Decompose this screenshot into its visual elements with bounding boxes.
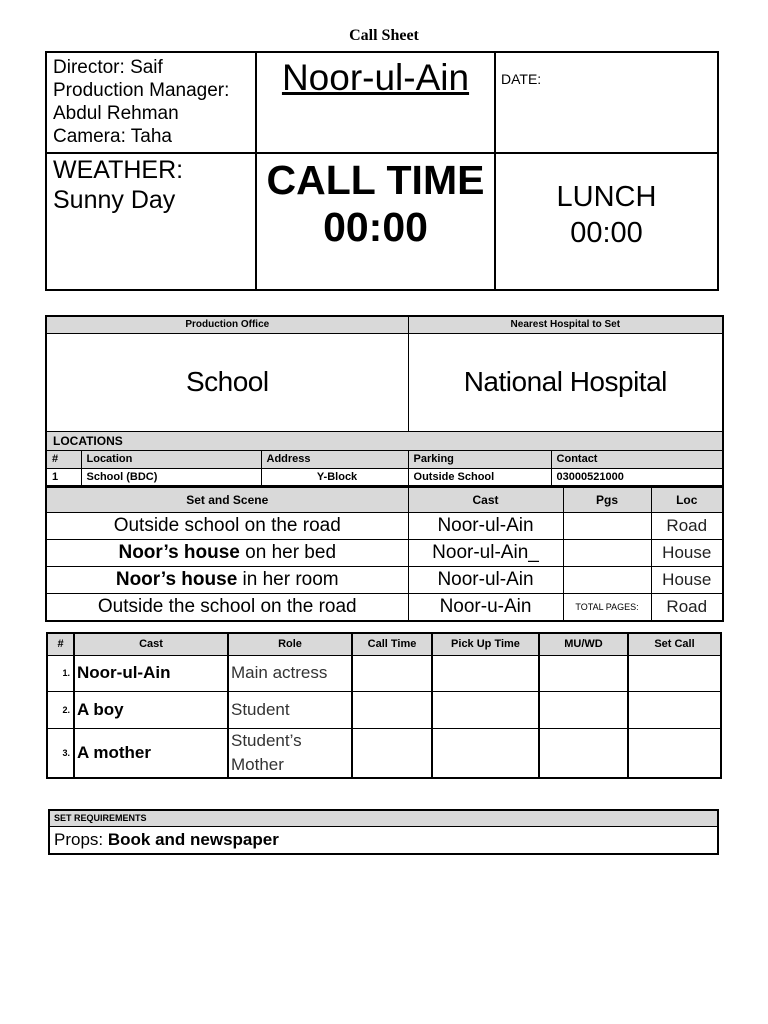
loc-col-address: Address [261,450,408,468]
scenes-table [45,487,724,622]
scene-description [46,540,408,567]
cast-pickup-time[interactable] [432,691,539,728]
scene-detail: Outside the school on the road [97,595,357,617]
set-requirements [48,809,719,855]
page-title: Call Sheet [349,27,419,44]
loc-col-contact: Contact [551,450,723,468]
cast-pickup-time[interactable] [432,728,539,778]
scene-cast: Noor-u-Ain [408,594,563,621]
lunch-cell [495,153,718,290]
table-row [47,691,721,728]
total-pages-label: TOTAL PAGES: [563,594,651,621]
cast-set-call[interactable] [628,691,721,728]
scene-pgs [563,567,651,594]
cast-set-call[interactable] [628,655,721,691]
production-office-header: Production Office [46,316,408,333]
scene-cast: Noor-ul-Ain_ [408,540,563,567]
scene-place: Noor’s house [115,569,238,590]
weather-value: Sunny Day [53,185,176,214]
loc-location: School (BDC) [81,468,261,486]
lunch-label: LUNCH [556,181,657,214]
scene-detail: in her room [237,569,339,590]
loc-address: Y-Block [261,468,408,486]
table-row [46,540,723,567]
role-line: Main actress [231,663,328,682]
cast-pickup-time[interactable] [432,655,539,691]
scene-description [46,567,408,594]
hospital-header: Nearest Hospital to Set [408,316,723,333]
loc-num: 1 [46,468,81,486]
scene-loc: Road [651,513,723,540]
scene-col-pgs: Pgs [563,488,651,513]
cast-call-time[interactable] [352,728,432,778]
locations-header: LOCATIONS [46,431,723,450]
cast-muwd[interactable] [539,655,628,691]
cast-col-role: Role [228,633,352,655]
crew-cell [46,52,256,153]
props-field [49,826,718,854]
date-field[interactable] [495,52,718,153]
scene-col-set: Set and Scene [46,488,408,513]
cast-col-call-time: Call Time [352,633,432,655]
call-time-label: CALL TIME [266,156,485,203]
camera: Camera: Taha [53,126,172,147]
scene-description [46,594,408,621]
cast-role [228,691,352,728]
loc-parking: Outside School [408,468,551,486]
role-line: Student’s [231,730,302,750]
cast-call-time[interactable] [352,655,432,691]
role-line: Mother [231,754,284,774]
cast-col-pickup: Pick Up Time [432,633,539,655]
scene-col-loc: Loc [651,488,723,513]
loc-contact: 03000521000 [551,468,723,486]
weather-label: WEATHER: [53,155,184,184]
location-grid [45,315,724,487]
cast-set-call[interactable] [628,728,721,778]
scene-cast: Noor-ul-Ain [408,567,563,594]
loc-col-location: Location [81,450,261,468]
table-row [46,594,723,621]
cast-num: 2. [47,691,74,728]
scene-pgs [563,540,651,567]
scene-col-cast: Cast [408,488,563,513]
scene-loc: House [651,567,723,594]
cast-table [46,632,722,779]
scene-place: Noor’s house [118,542,240,563]
set-requirements-header: SET REQUIREMENTS [49,810,718,826]
scene-loc: House [651,540,723,567]
production-manager-label: Production Manager: [53,80,230,101]
loc-col-parking: Parking [408,450,551,468]
cast-num: 1. [47,655,74,691]
scene-loc: Road [651,594,723,621]
table-row [46,567,723,594]
cast-name: A boy [74,691,228,728]
table-row [46,513,723,540]
production-office-value: School [46,333,408,431]
cast-col-cast: Cast [74,633,228,655]
cast-muwd[interactable] [539,728,628,778]
role-line: Student [231,699,290,719]
cast-col-num: # [47,633,74,655]
cast-role [228,728,352,778]
scene-detail: Outside school on the road [113,515,341,536]
cast-call-time[interactable] [352,691,432,728]
production-title-cell [256,52,495,153]
cast-name: Noor-ul-Ain [74,655,228,691]
props-label: Props: [54,829,108,849]
weather-cell [46,153,256,290]
header-grid [45,51,719,291]
cast-col-muwd: MU/WD [539,633,628,655]
scene-detail: on her bed [239,542,337,563]
cast-name: A mother [74,728,228,778]
loc-col-num: # [46,450,81,468]
cast-col-set-call: Set Call [628,633,721,655]
director: Director: Saif [53,57,163,78]
production-title: Noor-ul-Ain [281,57,470,98]
call-time-cell [256,153,495,290]
production-manager: Abdul Rehman [53,103,179,124]
scene-pgs [563,513,651,540]
cast-muwd[interactable] [539,691,628,728]
table-row [46,468,723,486]
props-value: Book and newspaper [107,829,279,849]
hospital-value: National Hospital [408,333,723,431]
lunch-value: 00:00 [570,217,643,250]
scene-description [46,513,408,540]
cast-role [228,655,352,691]
cast-num: 3. [47,728,74,778]
table-row [47,655,721,691]
table-row [47,728,721,778]
call-time-value: 00:00 [323,203,428,250]
date-label: DATE: [501,71,542,87]
scene-cast: Noor-ul-Ain [408,513,563,540]
